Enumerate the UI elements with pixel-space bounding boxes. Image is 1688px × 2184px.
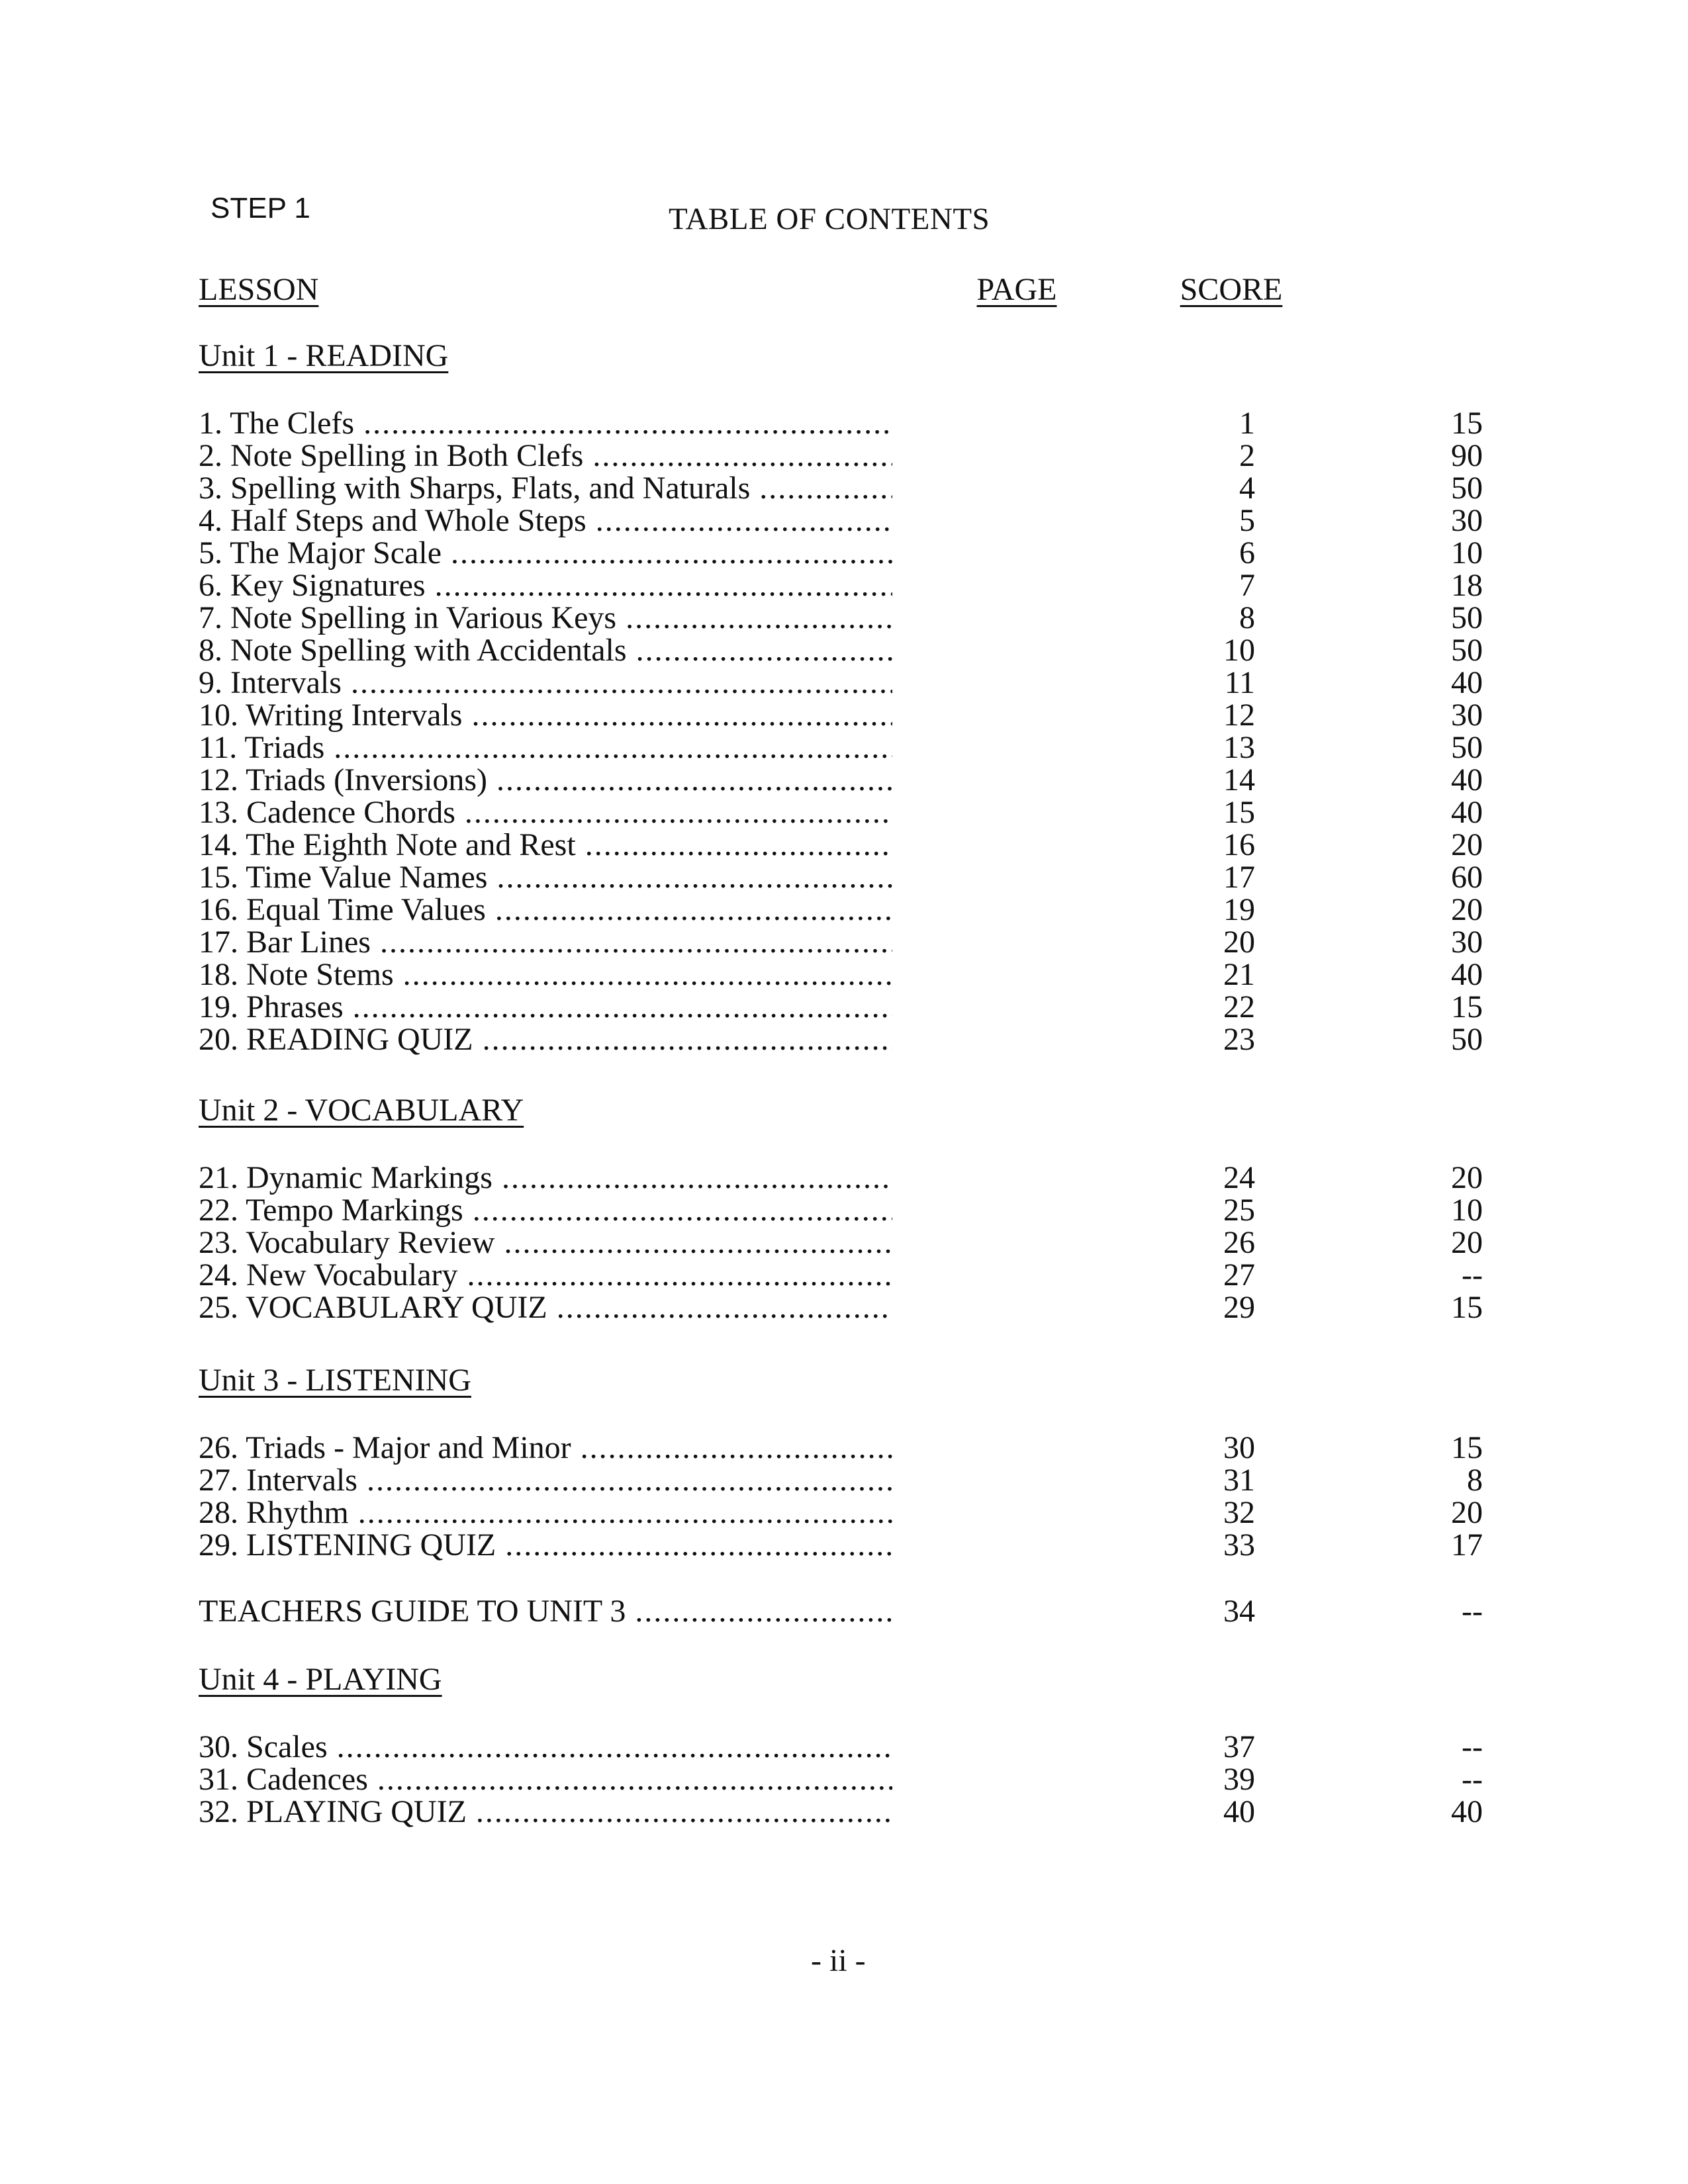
column-header-page: PAGE: [976, 272, 1057, 307]
toc-label: 4. Half Steps and Whole Steps .....: [199, 504, 892, 537]
step-label: STEP 1: [211, 192, 310, 224]
toc-score: --: [1462, 1594, 1483, 1629]
toc-row: [199, 471, 1483, 506]
toc-page: 31: [1223, 1463, 1255, 1498]
toc-score: --: [1462, 1257, 1483, 1293]
toc-label: 7. Note Spelling in Various Keys .....: [199, 602, 892, 635]
toc-score: 40: [1451, 762, 1483, 797]
toc-page: 37: [1223, 1729, 1255, 1764]
toc-label: 19. Phrases .....: [199, 991, 892, 1024]
toc-score: 40: [1451, 1794, 1483, 1829]
toc-row: [199, 1495, 1483, 1530]
toc-page: 30: [1223, 1430, 1255, 1465]
column-header-lesson: LESSON: [199, 272, 319, 307]
toc-label: 24. New Vocabulary .....: [199, 1259, 892, 1292]
toc-label: 9. Intervals .....: [199, 666, 892, 700]
toc-row: [199, 1729, 1483, 1764]
toc-score: 15: [1451, 989, 1483, 1024]
toc-score: 30: [1451, 503, 1483, 538]
toc-page: 8: [1239, 600, 1255, 635]
toc-page: 39: [1223, 1762, 1255, 1797]
toc-row: [199, 1762, 1483, 1797]
toc-page: 32: [1223, 1495, 1255, 1530]
toc-label: 16. Equal Time Values .....: [199, 893, 892, 927]
toc-row: [199, 1193, 1483, 1228]
toc-page: 5: [1239, 503, 1255, 538]
toc-row: [199, 1022, 1483, 1057]
toc-label: 23. Vocabulary Review .....: [199, 1226, 892, 1259]
toc-score: 20: [1451, 892, 1483, 927]
toc-page: 21: [1223, 957, 1255, 992]
toc-label: 1. The Clefs .....: [199, 407, 892, 440]
toc-page: 19: [1223, 892, 1255, 927]
toc-label: 6. Key Signatures .....: [199, 569, 892, 602]
toc-page: 10: [1223, 633, 1255, 668]
toc-score: 10: [1451, 1193, 1483, 1228]
toc-label: 17. Bar Lines .....: [199, 926, 892, 959]
toc-score: 50: [1451, 730, 1483, 765]
toc-page: 27: [1223, 1257, 1255, 1293]
toc-score: 20: [1451, 1225, 1483, 1260]
toc-page: 24: [1223, 1160, 1255, 1195]
toc-label: 29. LISTENING QUIZ .....: [199, 1529, 892, 1562]
toc-row: [199, 989, 1483, 1024]
toc-label: 15. Time Value Names .....: [199, 861, 892, 894]
toc-page: 16: [1223, 827, 1255, 862]
column-header-score: SCORE: [1180, 272, 1283, 307]
toc-label: 28. Rhythm .....: [199, 1496, 892, 1529]
toc-label: 14. The Eighth Note and Rest .....: [199, 829, 892, 862]
toc-page: 15: [1223, 795, 1255, 830]
toc-page: 17: [1223, 860, 1255, 895]
toc-page: 13: [1223, 730, 1255, 765]
toc-label: 22. Tempo Markings .....: [199, 1194, 892, 1227]
toc-row: [199, 600, 1483, 635]
toc-row: [199, 568, 1483, 603]
toc-score: 50: [1451, 1022, 1483, 1057]
toc-score: 20: [1451, 1160, 1483, 1195]
toc-page: 25: [1223, 1193, 1255, 1228]
toc-page: 33: [1223, 1527, 1255, 1563]
unit-2-heading: Unit 2 - VOCABULARY: [199, 1093, 524, 1128]
toc-label: 21. Dynamic Markings .....: [199, 1161, 892, 1195]
toc-score: 18: [1451, 568, 1483, 603]
toc-label: 25. VOCABULARY QUIZ .....: [199, 1291, 892, 1324]
toc-row: [199, 892, 1483, 927]
toc-row: [199, 1794, 1483, 1829]
toc-page: 2: [1239, 438, 1255, 473]
toc-row: [199, 1463, 1483, 1498]
toc-row: [199, 1290, 1483, 1325]
toc-row: [199, 665, 1483, 700]
toc-score: 20: [1451, 827, 1483, 862]
toc-score: 50: [1451, 471, 1483, 506]
toc-row: [199, 860, 1483, 895]
toc-label: 8. Note Spelling with Accidentals .....: [199, 634, 892, 667]
toc-label: 10. Writing Intervals .....: [199, 699, 892, 732]
toc-score: 17: [1451, 1527, 1483, 1563]
unit-3-heading: Unit 3 - LISTENING: [199, 1363, 471, 1398]
toc-row: [199, 957, 1483, 992]
toc-row: [199, 925, 1483, 960]
toc-score: 50: [1451, 633, 1483, 668]
toc-score: 30: [1451, 925, 1483, 960]
toc-score: --: [1462, 1762, 1483, 1797]
toc-page: 29: [1223, 1290, 1255, 1325]
toc-label: 2. Note Spelling in Both Clefs .....: [199, 439, 892, 473]
toc-page: 12: [1223, 698, 1255, 733]
page-number: - ii -: [811, 1943, 866, 1978]
toc-row: [199, 535, 1483, 570]
toc-score: 40: [1451, 957, 1483, 992]
toc-row: [199, 503, 1483, 538]
toc-label: 31. Cadences .....: [199, 1763, 892, 1796]
toc-label: 27. Intervals .....: [199, 1464, 892, 1497]
toc-score: 30: [1451, 698, 1483, 733]
toc-row: [199, 1257, 1483, 1293]
toc-page: 22: [1223, 989, 1255, 1024]
toc-page: 14: [1223, 762, 1255, 797]
toc-page: 23: [1223, 1022, 1255, 1057]
toc-label: 18. Note Stems .....: [199, 958, 892, 991]
toc-row: [199, 1160, 1483, 1195]
toc-page: 6: [1239, 535, 1255, 570]
toc-score: 15: [1451, 1290, 1483, 1325]
toc-page: 34: [1223, 1594, 1255, 1629]
toc-page: 11: [1224, 665, 1255, 700]
toc-row: [199, 762, 1483, 797]
toc-label: 13. Cadence Chords .....: [199, 796, 892, 829]
toc-label: 20. READING QUIZ .....: [199, 1023, 892, 1056]
toc-row: [199, 406, 1483, 441]
toc-score: 8: [1467, 1463, 1483, 1498]
toc-score: 50: [1451, 600, 1483, 635]
toc-page: 7: [1239, 568, 1255, 603]
toc-score: 60: [1451, 860, 1483, 895]
toc-row: [199, 1430, 1483, 1465]
toc-score: 15: [1451, 406, 1483, 441]
toc-score: 40: [1451, 795, 1483, 830]
toc-label: TEACHERS GUIDE TO UNIT 3 .....: [199, 1595, 892, 1628]
toc-page: 1: [1239, 406, 1255, 441]
toc-label: 11. Triads .....: [199, 731, 892, 764]
toc-score: 15: [1451, 1430, 1483, 1465]
toc-row: [199, 827, 1483, 862]
toc-label: 3. Spelling with Sharps, Flats, and Naturals .....: [199, 472, 892, 505]
toc-page: 4: [1239, 471, 1255, 506]
page-title: TABLE OF CONTENTS: [669, 202, 990, 236]
toc-score: 90: [1451, 438, 1483, 473]
toc-row: [199, 1225, 1483, 1260]
toc-row: [199, 633, 1483, 668]
toc-label: 26. Triads - Major and Minor .....: [199, 1432, 892, 1465]
toc-row: [199, 698, 1483, 733]
toc-score: 40: [1451, 665, 1483, 700]
toc-label: 12. Triads (Inversions) .....: [199, 764, 892, 797]
toc-row: [199, 438, 1483, 473]
toc-score: --: [1462, 1729, 1483, 1764]
toc-label: 5. The Major Scale .....: [199, 537, 892, 570]
unit-1-heading: Unit 1 - READING: [199, 338, 449, 373]
toc-score: 10: [1451, 535, 1483, 570]
toc-label: 32. PLAYING QUIZ .....: [199, 1796, 892, 1829]
toc-row: [199, 795, 1483, 830]
toc-page: 26: [1223, 1225, 1255, 1260]
toc-score: 20: [1451, 1495, 1483, 1530]
unit-4-heading: Unit 4 - PLAYING: [199, 1662, 442, 1697]
toc-row: [199, 730, 1483, 765]
toc-page: 20: [1223, 925, 1255, 960]
teachers-guide-row: [199, 1594, 1483, 1629]
toc-row: [199, 1527, 1483, 1563]
toc-page: 40: [1223, 1794, 1255, 1829]
toc-label: 30. Scales .....: [199, 1731, 892, 1764]
